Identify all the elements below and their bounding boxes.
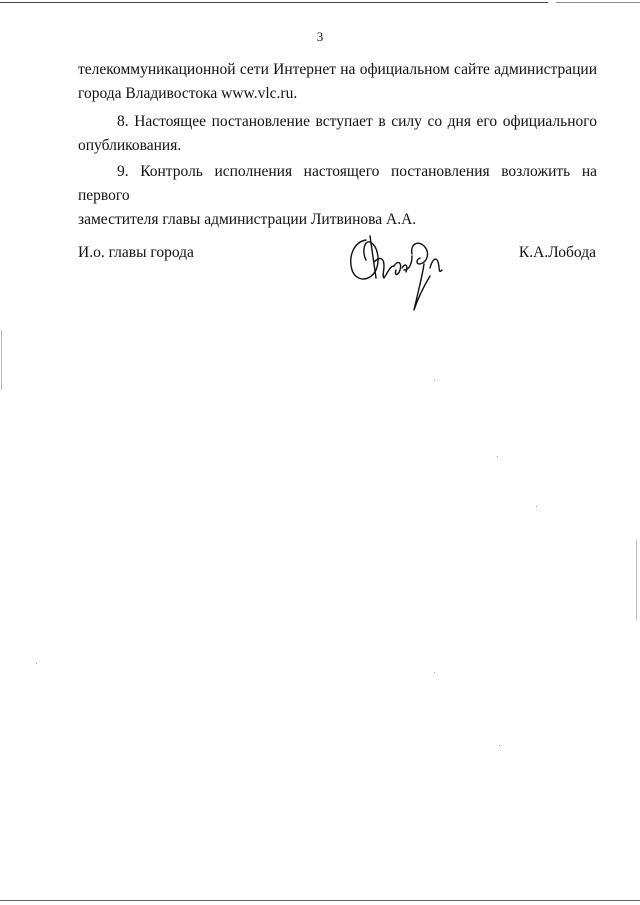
- paragraph-line: 8. Настоящее постановление вступает в силу со дня его официального: [117, 113, 597, 130]
- scan-speck: [499, 745, 500, 746]
- paragraph-line: города Владивостока www.vlc.ru.: [78, 85, 298, 102]
- signatory-title: И.о. главы города: [78, 244, 194, 261]
- paragraph-item-8: [78, 110, 597, 158]
- scan-speck: [36, 663, 37, 664]
- paragraph-line: заместителя главы администрации Литвинова А.А.: [78, 211, 417, 228]
- scan-left-edge: [1, 330, 2, 390]
- paragraph-line: опубликования.: [78, 137, 182, 154]
- scan-speck: [434, 380, 435, 381]
- paragraph-website: [78, 58, 597, 106]
- scan-top-border-segment: [556, 2, 640, 3]
- scan-speck: [434, 672, 435, 673]
- scan-right-edge: [636, 540, 637, 620]
- page-number: 3: [316, 29, 324, 44]
- scan-speck: [536, 506, 537, 507]
- paragraph-line: 9. Контроль исполнения настоящего постановления возложить на первого: [78, 163, 597, 204]
- scan-speck: [497, 456, 498, 457]
- handwritten-signature: [344, 232, 448, 318]
- scan-bottom-border: [0, 900, 640, 901]
- paragraph-line: телекоммуникационной сети Интернет на официальном сайте администрации: [78, 61, 597, 78]
- paragraph-item-9: [78, 160, 597, 232]
- signatory-name: К.А.Лобода: [518, 244, 596, 261]
- scan-top-border: [0, 2, 548, 3]
